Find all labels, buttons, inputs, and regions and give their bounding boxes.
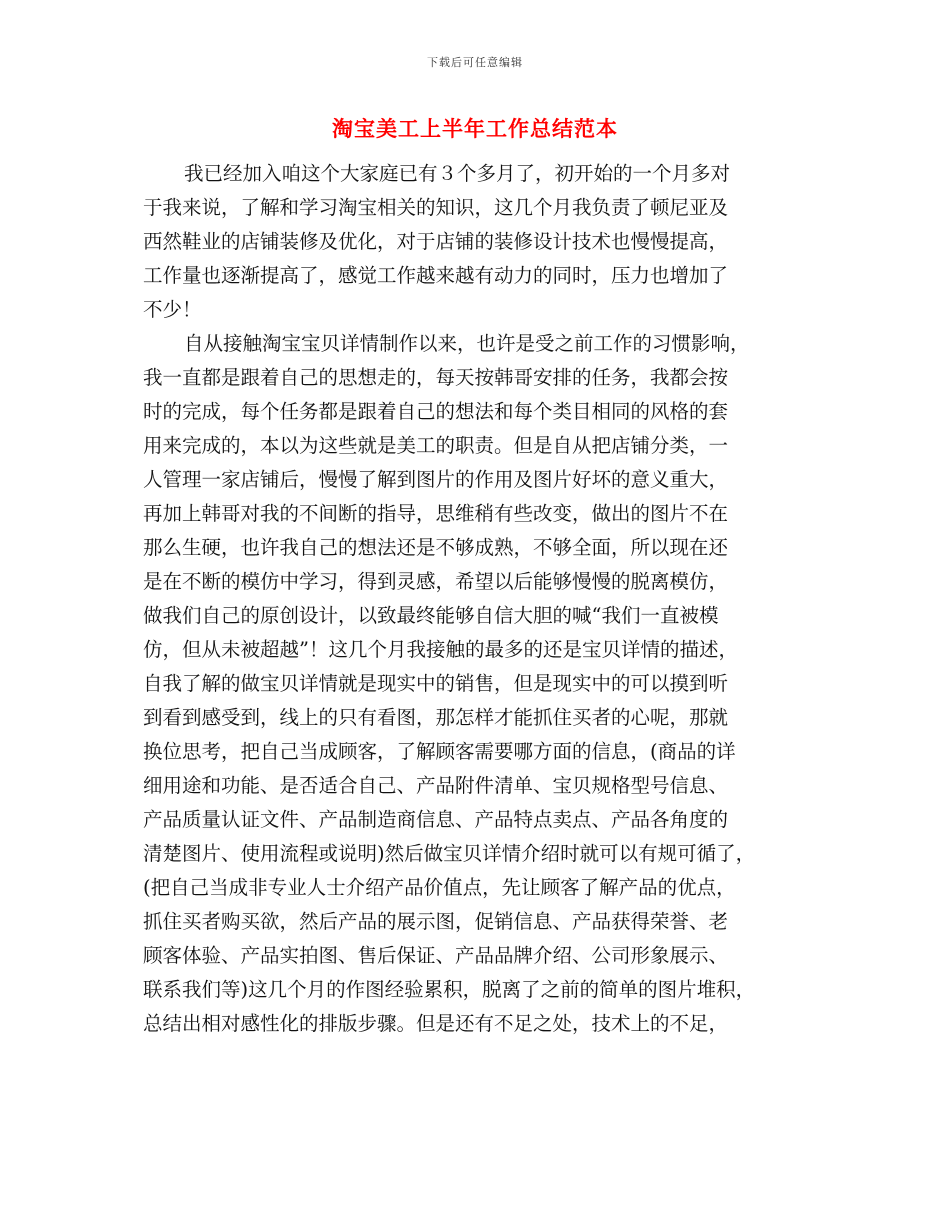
text-line: 顾客体验、产品实拍图、售后保证、产品品牌介绍、公司形象展示、: [143, 944, 729, 967]
text-line: 联系我们等)这几个月的作图经验累积，脱离了之前的简单的图片堆积，: [143, 978, 756, 1001]
text-line: 西然鞋业的店铺装修及优化，对于店铺的装修设计技术也慢慢提高，: [143, 230, 729, 253]
text-line: 细用途和功能、是否适合自己、产品附件清单、宝贝规格型号信息、: [143, 774, 729, 797]
text-line: 自从接触淘宝宝贝详情制作以来，也许是受之前工作的习惯影响，: [184, 332, 750, 355]
text-line: 自我了解的做宝贝详情就是现实中的销售，但是现实中的可以摸到听: [143, 672, 729, 695]
paragraph-1: [143, 157, 815, 327]
document-body: [143, 157, 815, 1041]
text-line: 于我来说，了解和学习淘宝相关的知识，这几个月我负责了顿尼亚及: [143, 196, 729, 219]
text-line: 我一直都是跟着自己的思想走的，每天按韩哥安排的任务，我都会按: [143, 366, 729, 389]
header-note: 下载后可任意编辑: [427, 56, 523, 69]
text-line: 工作量也逐渐提高了，感觉工作越来越有动力的同时，压力也增加了: [143, 264, 729, 287]
paragraph-2: [143, 327, 815, 1041]
text-line: 做我们自己的原创设计，以致最终能够自信大胆的喊“我们一直被模: [143, 604, 719, 627]
text-line: 仿，但从未被超越”！这几个月我接触的最多的还是宝贝详情的描述，: [143, 638, 738, 661]
text-line: 那么生硬，也许我自己的想法还是不够成熟，不够全面，所以现在还: [143, 536, 729, 559]
text-line: (把自己当成非专业人士介绍产品价值点，先让顾客了解产品的优点，: [143, 876, 736, 899]
text-line: 再加上韩哥对我的不间断的指导，思维稍有些改变，做出的图片不在: [143, 502, 729, 525]
text-line: 是在不断的模仿中学习，得到灵感，希望以后能够慢慢的脱离模仿，: [143, 570, 729, 593]
text-line: 我已经加入咱这个大家庭已有３个多月了，初开始的一个月多对: [184, 162, 731, 185]
text-line: 换位思考，把自己当成顾客，了解顾客需要哪方面的信息，(商品的详: [143, 740, 736, 763]
text-line: 不少！: [143, 298, 202, 321]
text-line: 到看到感受到，线上的只有看图，那怎样才能抓住买者的心呢，那就: [143, 706, 729, 729]
text-line: 抓住买者购买欲，然后产品的展示图，促销信息、产品获得荣誉、老: [143, 910, 729, 933]
text-line: 时的完成，每个任务都是跟着自己的想法和每个类目相同的风格的套: [143, 400, 729, 423]
text-line: 清楚图片、使用流程或说明)然后做宝贝详情介绍时就可以有规可循了，: [143, 842, 756, 865]
text-line: 用来完成的，本以为这些就是美工的职责。但是自从把店铺分类，一: [143, 434, 729, 457]
text-line: 人管理一家店铺后，慢慢了解到图片的作用及图片好坏的意义重大，: [143, 468, 729, 491]
text-line: 产品质量认证文件、产品制造商信息、产品特点卖点、产品各角度的: [143, 808, 729, 831]
text-line: 总结出相对感性化的排版步骤。但是还有不足之处，技术上的不足，: [143, 1012, 729, 1035]
document-title: 淘宝美工上半年工作总结范本: [332, 116, 618, 141]
